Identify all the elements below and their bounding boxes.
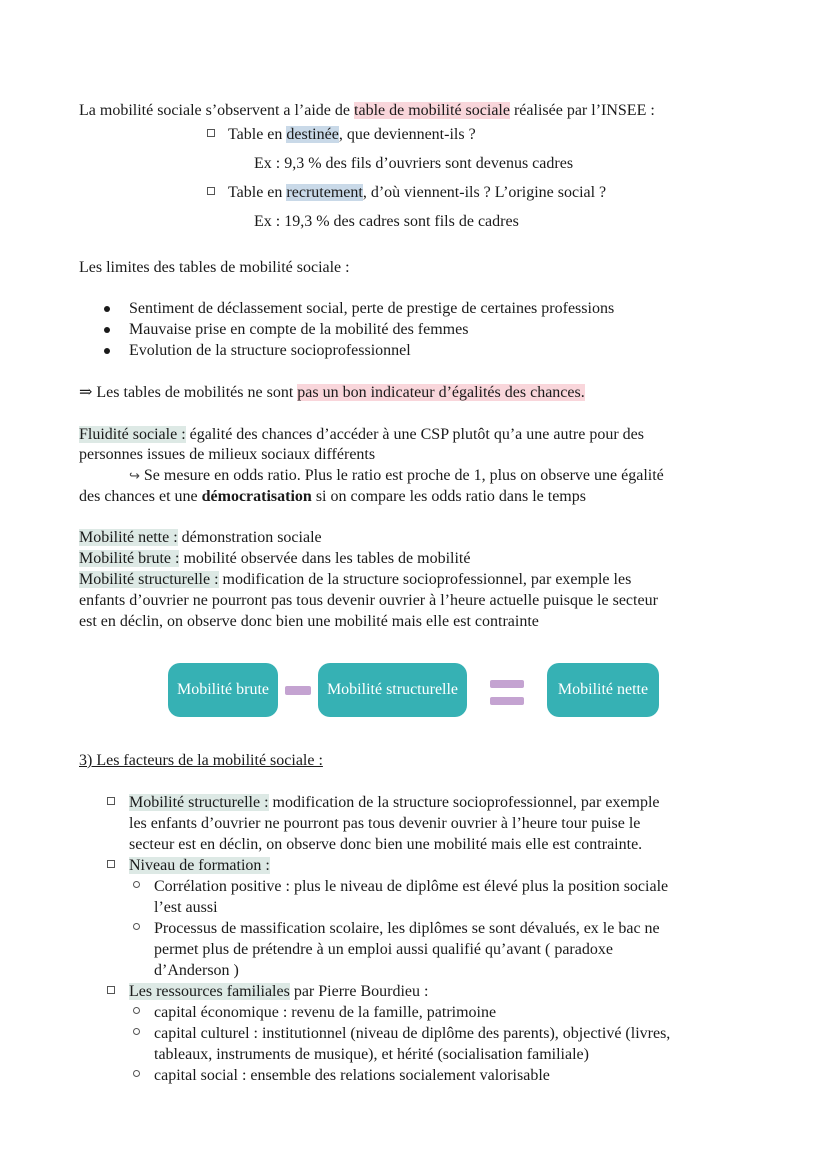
factor-structural-line-1: [129, 793, 660, 813]
factor-family-term: Les ressources familiales: [129, 983, 290, 1000]
structural-mobility-line-3: est en déclin, on observe donc bien une mobilité mais elle est contrainte: [79, 613, 539, 630]
gross-mobility-definition: [79, 549, 470, 569]
fluidity-line-3: [129, 466, 664, 487]
net-mobility-text: démonstration sociale: [177, 529, 322, 546]
intro-paragraph: [79, 101, 655, 121]
bullet-icon: [104, 348, 110, 354]
bullet-icon: [104, 327, 110, 333]
square-bullet-icon: [107, 860, 115, 868]
structural-mobility-text: modification de la structure socioprofessionnel, par exemple les: [218, 571, 632, 588]
table-recrutement-prefix: Table en: [228, 184, 287, 201]
bullet-icon: [104, 306, 110, 312]
structural-mobility-line-2: enfants d’ouvrier ne pourront pas tous devenir ouvrier à l’heure actuelle puisque le secteur: [79, 592, 658, 609]
table-destinee: [228, 125, 476, 145]
conclusion-highlight: pas un bon indicateur d’égalités des chances.: [297, 384, 585, 401]
factor-structural-text: modification de la structure socioprofessionnel, par exemple: [268, 794, 660, 811]
fluidity-line-2: personnes issues de milieux sociaux différents: [79, 446, 376, 463]
family-sub1: capital économique : revenu de la famille, patrimoine: [154, 1004, 497, 1021]
return-arrow-icon: ↪: [129, 469, 140, 484]
limits-item: Mauvaise prise en compte de la mobilité des femmes: [129, 321, 469, 338]
intro-highlight: table de mobilité sociale: [354, 102, 510, 119]
factor-education-term: Niveau de formation :: [129, 857, 270, 874]
equals-icon-bottom: [490, 697, 524, 705]
fluidity-definition: égalité des chances d’accéder à une CSP plutôt qu’a une autre pour des: [185, 426, 644, 443]
fluidity-bold-term: démocratisation: [201, 488, 312, 505]
factor-education: [129, 856, 270, 876]
education-sub2-line-2: permet plus de prétendre à un emploi aussi qualifié qu’avant ( paradoxe: [154, 941, 613, 958]
square-bullet-icon: [107, 797, 115, 805]
factor-structural-line-2: les enfants d’ouvrier ne pourront pas tous devenir ouvrier à l’heure tour puise le: [129, 815, 641, 832]
right-arrow-icon: ⇒: [79, 384, 93, 401]
gross-mobility-text: mobilité observée dans les tables de mobilité: [179, 550, 471, 567]
fluidity-line-1: [79, 425, 644, 445]
education-sub2-line-1: Processus de massification scolaire, les diplômes se sont dévalués, ex le bac ne: [154, 920, 660, 937]
gross-mobility-box: Mobilité brute: [168, 663, 278, 717]
factor-family-suffix: par Pierre Bourdieu :: [289, 983, 429, 1000]
conclusion: [79, 383, 585, 403]
factor-structural-line-3: secteur est en déclin, on observe donc bien une mobilité mais elle est contrainte.: [129, 836, 643, 853]
table-recrutement-highlight: recrutement: [286, 184, 363, 201]
intro-prefix: La mobilité sociale s’observent a l’aide de: [79, 102, 355, 119]
intro-suffix: réalisée par l’INSEE :: [509, 102, 655, 119]
table-destinee-prefix: Table en: [228, 126, 287, 143]
limits-heading: Les limites des tables de mobilité sociale :: [79, 259, 350, 276]
family-sub2-line-2: tableaux, instruments de musique), et hérité (socialisation familiale): [154, 1046, 589, 1063]
net-mobility-definition: [79, 528, 322, 548]
fluidity-line4-prefix: des chances et une: [79, 488, 202, 505]
factor-family: [129, 982, 428, 1002]
circle-bullet-icon: [133, 1028, 140, 1035]
fluidity-line-4: [79, 487, 586, 507]
education-sub2-line-3: d’Anderson ): [154, 962, 239, 979]
circle-bullet-icon: [133, 923, 140, 930]
minus-icon: [285, 686, 311, 695]
table-recrutement: [228, 183, 606, 203]
education-sub1-line-1: Corrélation positive : plus le niveau de diplôme est élevé plus la position sociale: [154, 878, 669, 895]
family-sub3: capital social : ensemble des relations socialement valorisable: [154, 1067, 550, 1084]
table-destinee-suffix: , que deviennent-ils ?: [338, 126, 476, 143]
structural-mobility-term: Mobilité structurelle :: [79, 571, 219, 588]
table-recrutement-suffix: , d’où viennent-ils ? L’origine social ?: [362, 184, 607, 201]
fluidity-odds-text: Se mesure en odds ratio. Plus le ratio est proche de 1, plus on observe une égalité: [139, 467, 664, 484]
factors-heading: 3) Les facteurs de la mobilité sociale :: [79, 752, 323, 769]
table-destinee-example: Ex : 9,3 % des fils d’ouvriers sont devenus cadres: [254, 155, 574, 172]
education-sub1-line-2: l’est aussi: [154, 899, 218, 916]
square-bullet-icon: [107, 986, 115, 994]
structural-mobility-definition: [79, 570, 631, 590]
table-destinee-highlight: destinée: [286, 126, 339, 143]
fluidity-line4-suffix: si on compare les odds ratio dans le temps: [311, 488, 586, 505]
circle-bullet-icon: [133, 1070, 140, 1077]
factor-structural-term: Mobilité structurelle :: [129, 794, 269, 811]
limits-item: Sentiment de déclassement social, perte de prestige de certaines professions: [129, 300, 615, 317]
net-mobility-term: Mobilité nette :: [79, 529, 178, 546]
circle-bullet-icon: [133, 881, 140, 888]
structural-mobility-box: Mobilité structurelle: [318, 663, 467, 717]
circle-bullet-icon: [133, 1007, 140, 1014]
family-sub2-line-1: capital culturel : institutionnel (niveau de diplôme des parents), objectivé (livres,: [154, 1025, 671, 1042]
table-recrutement-example: Ex : 19,3 % des cadres sont fils de cadres: [254, 213, 519, 230]
square-bullet-icon: [207, 187, 215, 195]
fluidity-term: Fluidité sociale :: [79, 426, 186, 443]
square-bullet-icon: [207, 129, 215, 137]
equals-icon-top: [490, 680, 524, 688]
conclusion-prefix: Les tables de mobilités ne sont: [92, 384, 298, 401]
limits-item: Evolution de la structure socioprofessionnel: [129, 342, 411, 359]
net-mobility-box: Mobilité nette: [547, 663, 659, 717]
gross-mobility-term: Mobilité brute :: [79, 550, 180, 567]
